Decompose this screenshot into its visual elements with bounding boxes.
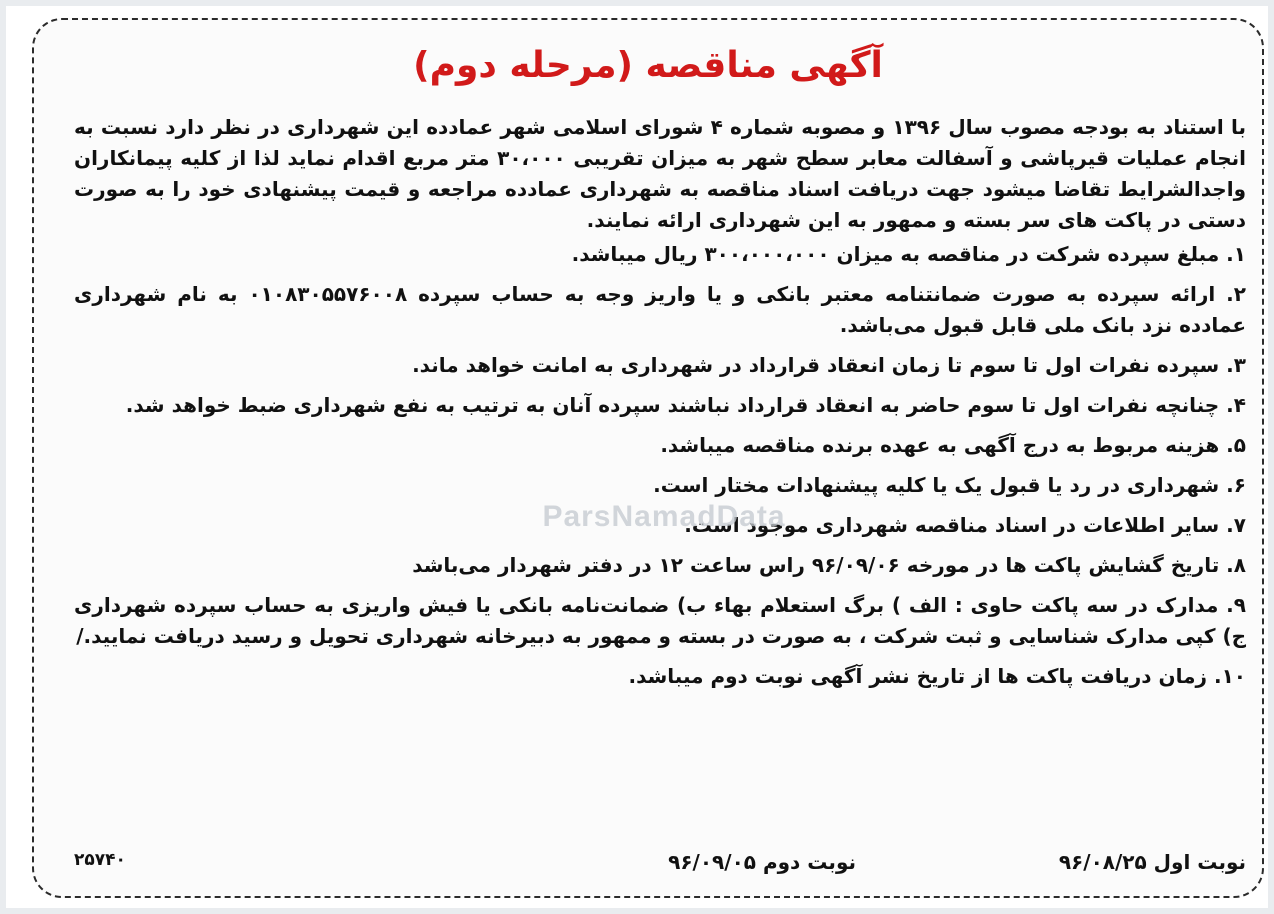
first-publication-date: نوبت اول ۹۶/۰۸/۲۵ [1058,850,1246,874]
newspaper-clipping [6,6,1268,908]
notice-intro: با استناد به بودجه مصوب سال ۱۳۹۶ و مصوبه شماره ۴ شورای اسلامی شهر عمادده این شهرداری در نظر دارد نسبت به انجام عملیات قیرپاشی و آسفالت معابر سطح شهر به میزان تقریبی ۳۰،۰۰۰ متر مربع اقدام نماید لذا از کلیه پیمانکاران واجدالشرایط تقاضا میشود جهت دریافت اسناد مناقصه به شهرداری عمادده مراجعه و قیمت پیشنهادی خود را به صورت دستی در پاکت های سر بسته و ممهور به این شهرداری ارائه نمایند. [74,115,1246,232]
notice-body [74,112,1246,701]
notice-footer [74,850,1246,886]
notice-item-4: ۴. چنانچه نفرات اول تا سوم حاضر به انعقاد قرارداد نباشند سپرده آنان به ترتیب به نفع شهرداری ضبط خواهد شد. [125,393,1246,417]
notice-item-3: ۳. سپرده نفرات اول تا سوم تا زمان انعقاد قرارداد در شهرداری به امانت خواهد ماند. [412,353,1246,377]
notice-title: آگهی مناقصه (مرحله دوم) [413,45,883,86]
notice-items [74,239,1246,692]
notice-item-7: ۷. سایر اطلاعات در اسناد مناقصه شهرداری موجود است. [684,513,1246,537]
ad-code: ۲۵۷۴۰ [74,850,126,870]
watermark-text: ParsNamadData [542,500,786,533]
notice-item-2: ۲. ارائه سپرده به صورت ضمانتنامه معتبر بانکی و یا واریز وجه به حساب سپرده ۰۱۰۸۳۰۵۵۷۶۰۰۸ به نام شهرداری عمادده نزد بانک ملی قابل قبول می‌باشد. [74,282,1247,337]
notice-item-9: ۹. مدارک در سه پاکت حاوی : الف ) برگ استعلام بهاء ب) ضمانت‌نامه بانکی یا فیش واریزی به حساب سپرده شهرداری ج) کپی مدارک شناسایی و ثبت شرکت ، به صورت در بسته و ممهور به دبیرخانه شهرداری تحویل و رسید دریافت نمایید./ [74,593,1246,648]
second-publication-date: نوبت دوم ۹۶/۰۹/۰۵ [668,850,856,874]
notice-item-6: ۶. شهرداری در رد یا قبول یک یا کلیه پیشنهادات مختار است. [653,473,1246,497]
notice-item-8: ۸. تاریخ گشایش پاکت ها در مورخه ۹۶/۰۹/۰۶ راس ساعت ۱۲ در دفتر شهردار می‌باشد [412,553,1246,577]
notice-item-10: ۱۰. زمان دریافت پاکت ها از تاریخ نشر آگهی نوبت دوم میباشد. [628,664,1246,688]
notice-item-5: ۵. هزینه مربوط به درج آگهی به عهده برنده مناقصه میباشد. [660,433,1246,457]
notice-item-1: ۱. مبلغ سپرده شرکت در مناقصه به میزان ۳۰۰،۰۰۰،۰۰۰ ریال میباشد. [571,242,1246,266]
tender-notice-box [32,18,1264,898]
